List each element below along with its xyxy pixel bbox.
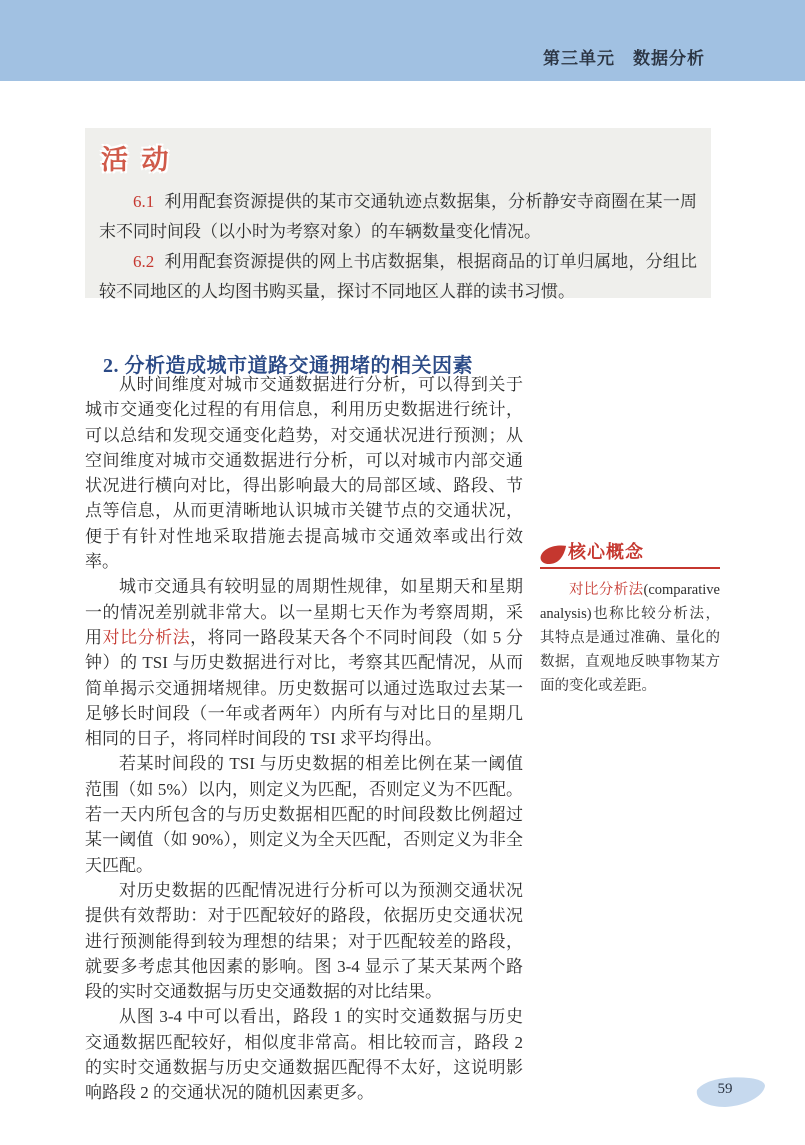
activity-text: 利用配套资源提供的某市交通轨迹点数据集，分析静安寺商圈在某一周末不同时间段（以小时为考察对象）的车辆数量变化情况。 bbox=[99, 192, 697, 241]
body-paragraph bbox=[85, 1004, 523, 1105]
activity-number: 6.1 bbox=[133, 192, 155, 211]
core-concept-text bbox=[540, 578, 720, 698]
page-number-leaf bbox=[695, 1076, 767, 1108]
activity-box bbox=[85, 128, 711, 301]
unit-title: 第三单元 数据分析 bbox=[543, 49, 705, 68]
paragraph-text: 若某时间段的 TSI 与历史数据的相差比例在某一阈值范围（如 5%）以内，则定义为匹配，否则定义为不匹配。若一天内所包含的与历史数据相匹配的时间段数比例超过某一阈值（如 90%），则定义为全天匹配，否则定义为非全天匹配。 bbox=[85, 754, 523, 875]
activity-item bbox=[99, 187, 697, 247]
activity-text: 利用配套资源提供的网上书店数据集，根据商品的订单归属地，分组比较不同地区的人均图书购买量，探讨不同地区人群的读书习惯。 bbox=[99, 252, 697, 301]
concept-definition: (comparative analysis)也称比较分析法，其特点是通过准确、量化的数据，直观地反映事物某方面的变化或差距。 bbox=[540, 582, 720, 694]
paragraph-text: 从图 3-4 中可以看出，路段 1 的实时交通数据与历史交通数据匹配较好，相似度非常高。相比较而言，路段 2 的实时交通数据与历史交通数据匹配得不太好，这说明影响路段 2 的交通状况的随机因素更多。 bbox=[85, 1007, 523, 1103]
core-concept-sidebar bbox=[540, 538, 720, 698]
body-paragraph bbox=[85, 372, 523, 574]
leaf-icon bbox=[540, 545, 567, 564]
paragraph-text: 从时间维度对城市交通数据进行分析，可以得到关于城市交通变化过程的有用信息，利用历史数据进行统计，可以总结和发现交通变化趋势，对交通状况进行预测；从空间维度对城市交通数据进行分析，可以对城市内部交通状况进行横向对比，得出影响最大的局部区域、路段、节点等信息，从而更清晰地认识城市关键节点的交通状况，便于有针对性地采取措施去提高城市交通效率或出行效率。 bbox=[85, 375, 523, 572]
body-paragraph bbox=[85, 751, 523, 877]
highlighted-term: 对比分析法 bbox=[102, 627, 191, 647]
body-paragraph bbox=[85, 574, 523, 751]
activity-item bbox=[99, 247, 697, 307]
paragraph-text: 对历史数据的匹配情况进行分析可以为预测交通状况提供有效帮助：对于匹配较好的路段，依据历史交通状况进行预测能得到较为理想的结果；对于匹配较差的路段，就要多考虑其他因素的影响。图 3-4 显示了某天某两个路段的实时交通数据与历史交通数据的对比结果。 bbox=[85, 880, 523, 1002]
body-paragraph bbox=[85, 878, 523, 1004]
core-concept-header bbox=[540, 538, 720, 569]
activity-box-title: 活 动 bbox=[101, 145, 172, 175]
concept-term: 对比分析法 bbox=[569, 582, 644, 598]
unit-header-band bbox=[0, 0, 805, 81]
core-concept-title: 核心概念 bbox=[568, 542, 644, 562]
main-text-column bbox=[85, 372, 523, 1106]
section-heading: 2. 分析造成城市道路交通拥堵的相关因素 bbox=[103, 354, 473, 377]
page-number: 59 bbox=[717, 1081, 733, 1097]
paragraph-text: 城市交通具有较明显的周期性规律，如星期天和星期一的情况差别就非常大。以一星期七天作为考察周期，采用 bbox=[85, 577, 523, 647]
activity-number: 6.2 bbox=[133, 252, 155, 271]
paragraph-text: ，将同一路段某天各个不同时间段（如 5 分钟）的 TSI 与历史数据进行对比，考察其匹配情况，从而简单揭示交通拥堵规律。历史数据可以通过选取过去某一足够长时间段（一年或者两年）内所有与对比日的星期几相同的日子，将同样时间段的 TSI 求平均得出。 bbox=[85, 627, 524, 749]
